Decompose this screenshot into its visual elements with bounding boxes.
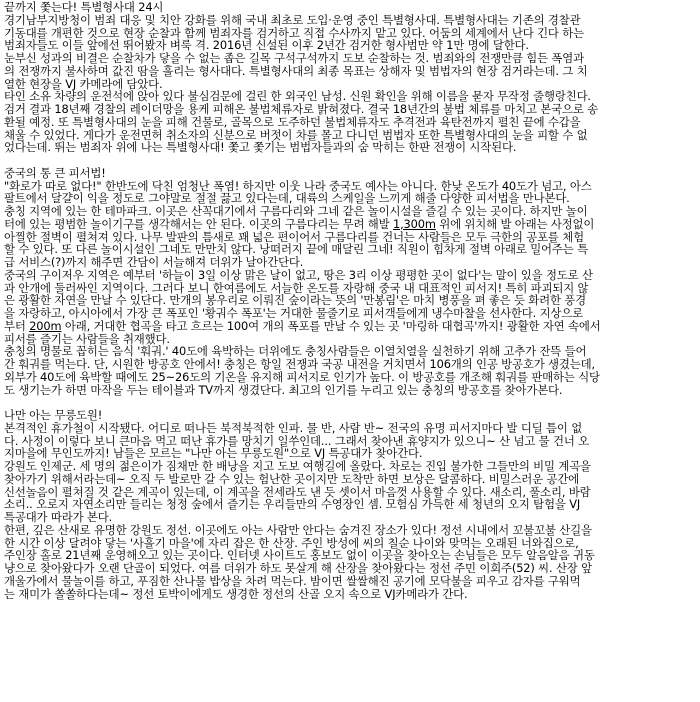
paragraph-line: 환될 예정. 또 특별형사대의 눈을 피해 건물로, 골목으로 도주하던 불법체류자도 추격전과 육탄전까지 펼친 끝에 수갑을 (4, 115, 581, 129)
paragraph-line: 주인장 홀로 21년째 운영해오고 있는 곳이다. 인터넷 사이트도 홍보도 없이 이곳을 찾아오는 손님들은 모두 알음알음 귀동 (4, 549, 595, 562)
paragraph-line: 충칭 지역에 있는 한 테마파크. 이곳은 산꼭대기에서 구름다리와 그네 같은 놀이시설을 즐길 수 있는 곳이다. 하지만 놀이 (4, 205, 588, 218)
paragraph-line: 한편, 깊은 산새로 유명한 강원도 정선. 이곳에도 아는 사람만 안다는 숨겨진 장소가 있다! 정선 시내에서 꼬불꼬불 산길을 (4, 523, 592, 537)
paragraph-line: 터에 있는 평범한 놀이기구를 생각해서는 안 된다. 이곳의 구름다리는 무려 해발 1,300m 위에 위치해 발 아래는 사정없이 (4, 217, 595, 231)
paragraph-line: 채울 수 있었다. 게다가 운전면허 취소자의 신분으로 버젓이 차를 몰고 다니던 범법자 또한 특별형사대의 눈을 피할 수 없 (4, 128, 588, 142)
paragraph-line: 범죄자들도 이들 앞에선 뛰어봤자 벼룩 격. 2016년 신설된 이후 2년간 검거한 형사범만 약 1만 명에 달한다. (4, 39, 529, 52)
section-special-detectives (4, 1, 696, 154)
paragraph-line: 부터 200m 아래, 거대한 협곡을 타고 흐르는 100여 개의 폭포를 만날 수 있는 곳 '마링하 대협곡'까지! 광활한 자연 속에서 (4, 319, 601, 333)
section-spacer (4, 396, 696, 409)
paragraph-line: 소리.. 오로지 자연소리만 들리는 청정 숲에서 즐기는 우리들만의 수영장인 셈. 모험심 가득한 세 청년의 오지 탐험을 VJ (4, 498, 581, 511)
paragraph-line: 은 광활한 자연을 만날 수 있단다. 만개의 봉우리로 이뤄진 숲이라는 뜻의 '만봉림'은 마치 병풍을 펴 좋은 듯 화려한 풍경 (4, 294, 587, 307)
section-title: 중국의 통 큰 피서법! (4, 166, 106, 180)
underlined-measure: 200m (29, 319, 62, 333)
paragraph-line: 다. 사정이 이렇다 보니 큰마음 먹고 떠난 휴가를 망치기 일쑤인데... 그래서 찾아낸 휴양지가 있으니~ 산 넘고 물 건너 오 (4, 434, 590, 448)
paragraph-line: 도 생기는가 하면 마작을 두는 테이블과 TV까지 생겼단다. 최고의 인기를 누리고 있는 충칭의 방공호를 찾아가본다. (4, 383, 563, 397)
paragraph-line: 검거 결과 18년째 경찰의 레이더망을 용케 피해온 불법체류자로 밝혀졌다. 결국 18년간의 불법 체류를 마치고 본국으로 송 (4, 103, 599, 116)
paragraph-line: "화로가 따로 없다!" 한반도에 닥친 엄청난 폭염! 하지만 이웃 나라 중국도 예사는 아니다. 한낮 온도가 40도가 넘고, 아스 (4, 179, 592, 193)
paragraph-line: 었다는데. 뛰는 범죄자 위에 나는 특별형사대! 쫓고 쫓기는 범법자들과의 숨 막히는 한판 전쟁이 시작된다. (4, 141, 517, 154)
section-title: 나만 아는 무릉도원! (4, 409, 103, 422)
paragraph-line: 외부가 40도에 육박할 때에도 25~26도의 기온을 유지해 피서지로 인기가 높다. 이 방공호를 개조해 훠궈를 판매하는 식당 (4, 370, 600, 384)
paragraph-line: 할 수 있다. 또 다른 놀이시설인 그네도 만만치 않다. 낭떠러지 끝에 매달린 그네! 직원이 힘차게 절벽 아래로 밀어주는 특 (4, 243, 588, 256)
paragraph-line: 개울가에서 물놀이를 하고, 푸짐한 산나물 밥상을 차려 먹는다. 밤이면 쌀쌀해진 공기에 모닥불을 피우고 감자를 구워먹 (4, 574, 581, 588)
paragraph-line: 팔트에서 달걀이 익을 정도로 그야말로 절절 끓고 있다는데, 대륙의 스케일을 느끼게 해줄 다양한 피서법을 만나본다. (4, 192, 570, 205)
paragraph-line: 기동대를 개편한 것으로 현장 순찰과 함께 범죄자를 검거하고 직접 수사까지 맡고 있다. 어둠의 세계에서 난다 긴다 하는 (4, 26, 584, 40)
paragraph-line: 아찔한 절벽이 펼쳐져 있다. 나무 발판의 틈새로 꽤 넓은 편이어서 구름다리를 건너는 사람들은 모두 극한의 공포를 체험 (4, 230, 584, 244)
paragraph-line: 중국의 구이저우 지역은 예부터 '하늘이 3일 이상 맑은 날이 없고, 땅은 3리 이상 평평한 곳이 없다'는 말이 있을 정도로 산 (4, 268, 593, 282)
paragraph-line: 을 자랑하고, 아시아에서 가장 큰 폭포인 '황궈수 폭포'는 거대한 물줄기로 피서객들에게 냉수마찰을 선사한다. 지상으로 (4, 307, 583, 320)
paragraph-line: 타인 소유 차량의 운전석에 앉아 있다 불심검문에 걸린 한 외국인 남성. 신원 확인을 위해 이름을 묻자 무작정 줄행랑친다. (4, 90, 591, 103)
paragraph-line: 특공대가 따라가 본다. (4, 511, 113, 524)
paragraph-line: 의 전쟁까지 불사하며 값진 땀을 흘리는 형사대다. 특별형사대의 최종 목표는 상해자 및 범법자의 현장 검거라는데. 그 치 (4, 64, 588, 78)
paragraph-line: 열한 현장을 VJ 카메라에 담았다. (4, 77, 163, 91)
paragraph-line: 간 훠궈를 먹는다. 단, 시원한 방공호 안에서! 충칭은 항일 전쟁과 국공 내전을 거치면서 106개의 인공 방공호가 생겼는데, (4, 358, 595, 371)
underlined-measure: 1,300m (392, 217, 436, 231)
paragraph-line: 냥으로 찾아왔다가 오랜 단골이 되었다. 여름 더위가 하도 못살게 해 산장을 찾아왔다는 정선 주민 이희주(52) 씨. 산장 앞 (4, 562, 592, 575)
paragraph-line: 신선놀음이 펼쳐질 것 같은 계곡이 있는데, 이 계곡을 전세라도 낸 듯 셋이서 마음껏 사용할 수 있다. 새소리, 풀소리, 바람 (4, 485, 591, 499)
paragraph-line: 급 서비스(?)까지 해주면 간담이 서늘해져 더위가 날아간단다. (4, 256, 304, 269)
paragraph-line: 한 시간 이상 달려야 닿는 '사흘기 마을'에 자리 잡은 한 산장. 주인 방성에 씨의 칠순 나이와 맞먹는 오래된 너와집으로, (4, 536, 579, 550)
paragraph-line: 충칭의 명물로 꼽히는 음식 '훠궈.' 40도에 육박하는 더위에도 충칭사람들은 이열치열을 실천하기 위해 고추가 잔뜩 들어 (4, 345, 587, 358)
paragraph-line: 피서를 즐기는 사람들을 취재했다. (4, 332, 170, 346)
paragraph-line: 강원도 인제군. 세 명의 젊은이가 짐채만 한 배낭을 지고 도보 여행길에 올랐다. 차로는 진입 불가한 그들만의 비밀 계곡을 (4, 460, 591, 473)
section-hidden-paradise (4, 409, 696, 600)
section-spacer (4, 154, 696, 167)
section-china-summer (4, 167, 696, 397)
paragraph-line: 찾아가기 위해서라는데~ 오직 두 발로만 갈 수 있는 험난한 곳이지만 도착만 하면 보상은 달콤하다. 비밀스러운 공간에 (4, 472, 580, 486)
paragraph-line: 눈부신 성과의 비결은 순찰차가 닿을 수 없는 좁은 길목 구석구석까지 도보 순찰하는 것. 범죄와의 전쟁만큼 힘든 폭염과 (4, 52, 584, 65)
paragraph-line: 본격적인 휴가철이 시작됐다. 어디로 떠나든 북적북적한 인파. 물 반, 사람 반~ 전국의 유명 피서지마다 발 디딜 틈이 없 (4, 421, 583, 435)
paragraph-line: 지마을에 무인도까지! 남들은 모르는 "나만 아는 무릉도원"으로 VJ 특공대가 찾아간다. (4, 447, 423, 460)
paragraph-line: 는 재미가 쏠쏠하다는데~ 정선 토박이에게도 생경한 정선의 산골 오지 속으로 VJ카메라가 간다. (4, 587, 468, 601)
paragraph-line: 경기남부지방청이 범죄 대응 및 치안 강화를 위해 국내 최초로 도입·운영 중인 특별형사대. 특별형사대는 기존의 경찰관 (4, 13, 581, 27)
section-title: 끝까지 쫓는다! 특별형사대 24시 (4, 1, 164, 14)
paragraph-line: 과 안개에 둘러싸인 지역이다. 그러다 보니 한여름에도 서늘한 온도를 자랑해 중국 내 대표적인 피서지! 특히 파괴되지 않 (4, 281, 589, 295)
